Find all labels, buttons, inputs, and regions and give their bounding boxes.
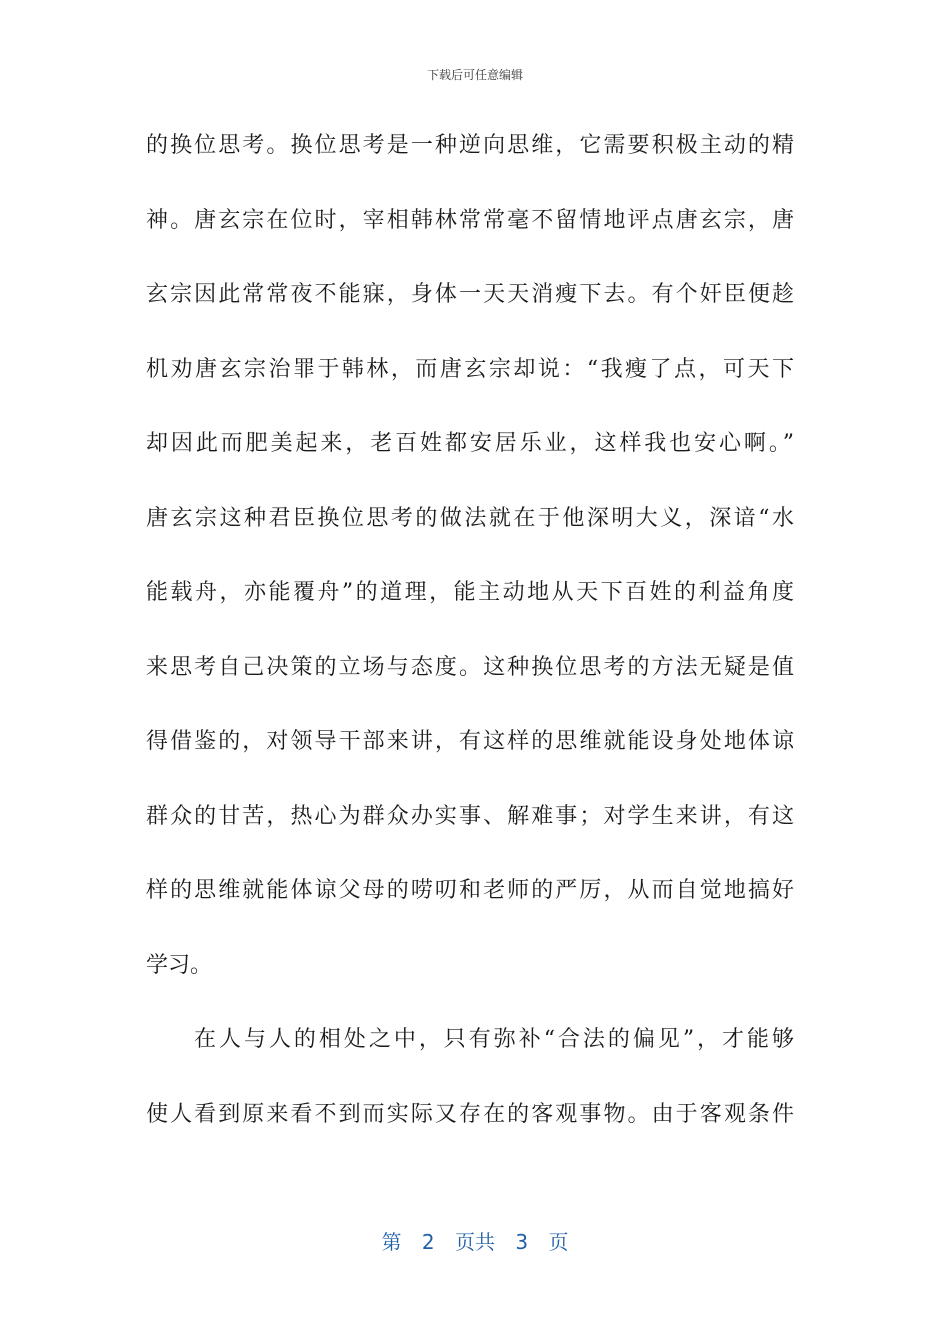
paragraph-line: 群众的甘苦，热心为群众办实事、解难事；对学生来讲，有这 [146,803,794,829]
paragraph-line: 学习。 [146,952,213,978]
paragraph-line: 样的思维就能体谅父母的唠叨和老师的严厉，从而自觉地搞好 [146,878,794,903]
footer-prefix: 第 [381,1230,402,1254]
page-number-footer [0,1226,950,1255]
paragraph-line: 能载舟，亦能覆舟”的道理，能主动地从天下百姓的利益角度 [146,580,794,605]
paragraph-line: 却因此而肥美起来，老百姓都安居乐业，这样我也安心啊。” [146,431,794,456]
paragraph-line: 来思考自己决策的立场与态度。这种换位思考的方法无疑是值 [146,654,794,680]
paragraph-line: 使人看到原来看不到而实际又存在的客观事物。由于客观条件 [146,1101,794,1127]
paragraph-line: 的换位思考。换位思考是一种逆向思维，它需要积极主动的精 [146,133,794,158]
paragraph-line: 在人与人的相处之中，只有弥补“合法的偏见”，才能够 [194,1027,794,1052]
footer-suffix: 页 [548,1230,569,1254]
paragraph-line: 得借鉴的，对领导干部来讲，有这样的思维就能设身处地体谅 [146,729,794,754]
paragraph-line: 玄宗因此常常夜不能寐，身体一天天消瘦下去。有个奸臣便趁 [146,282,794,307]
body-text [146,118,794,1161]
footer-middle: 页共 [455,1230,495,1254]
footer-total-pages: 3 [515,1230,529,1254]
paragraph-line: 神。唐玄宗在位时，宰相韩林常常毫不留情地评点唐玄宗，唐 [146,207,794,233]
paragraph-line: 唐玄宗这种君臣换位思考的做法就在于他深明大义，深谙“水 [146,505,794,531]
header-note: 下载后可任意编辑 [426,68,523,82]
paragraph-line: 机劝唐玄宗治罪于韩林，而唐玄宗却说：“我瘦了点，可天下 [146,356,794,382]
footer-current-page: 2 [421,1230,435,1254]
